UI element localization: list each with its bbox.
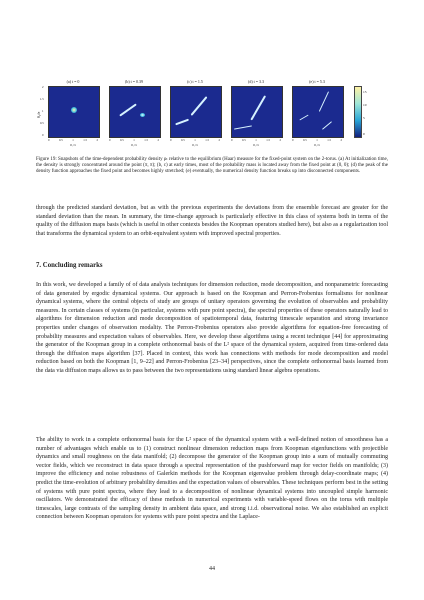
xtick: 1.5	[266, 138, 270, 142]
panel-d-xlabel: θ₁/π	[253, 143, 259, 147]
density-streak	[191, 96, 208, 116]
xtick: 2	[218, 138, 220, 142]
body-paragraph-2: The ability to work in a complete orthonormal basis for the L² space of the dynamical system with a well-defined notion of smoothness has a number of advantages which enable us to (1) construct nonlinear dimension reduction maps from Koopman eigenfunctions with projectible dynamics and small roughness on the data manifold; (2) decompose the generator of the Koopman group into a sum of mutually commuting vector fields, which we reconstruct in data space through a spectral representation of the pushforward map for vector fields on manifolds; (3) improve the efficiency and noise robustness of Galerkin methods for the Koopman eigenvalue problem through delay-coordinate maps; (4) predict the time-evolution of arbitrary probability densities and the expectation values of observables. These techniques perform best in the setting of systems with pure point spectra, where they lead to a decomposition of nonlinear dynamical systems into uncoupled simple harmonic oscillators. We demonstrated the efficacy of these methods in numerical experiments with variable-speed flows on the torus with multiple timescales, large contrasts of the sampling density in ambient data space, and strong i.i.d. observational noise. We also established an explicit connection between Koopman operators for systems with pure point spectra and the Laplace-	[36, 437, 388, 521]
colorbar-tick: 10	[363, 103, 367, 107]
xtick: 1.5	[205, 138, 209, 142]
density-streak	[319, 91, 329, 111]
density-streak	[299, 115, 308, 121]
xtick: 1	[72, 138, 74, 142]
panel-c-title: (c) t = 1.5	[187, 79, 203, 84]
xtick: 0.5	[303, 138, 307, 142]
panel-d	[231, 86, 283, 138]
panel-e-title: (e) t = 5.3	[309, 79, 325, 84]
panel-a-xticks	[48, 138, 98, 142]
density-streak	[119, 103, 137, 116]
panel-c	[170, 86, 222, 138]
xtick: 0	[109, 138, 111, 142]
panel-b	[109, 86, 161, 138]
panel-b-xlabel: θ₁/π	[131, 143, 137, 147]
panel-b-xticks	[109, 138, 159, 142]
xtick: 0.5	[59, 138, 63, 142]
xtick: 0.5	[242, 138, 246, 142]
panel-e-xlabel: θ₁/π	[314, 143, 320, 147]
xtick: 2	[96, 138, 98, 142]
panel-c-xlabel: θ₁/π	[192, 143, 198, 147]
panel-c-xticks	[170, 138, 220, 142]
xtick: 0.5	[181, 138, 185, 142]
ytick: 0	[42, 133, 44, 137]
density-streak	[322, 121, 332, 129]
xtick: 0	[48, 138, 50, 142]
ytick: 0.5	[40, 121, 44, 125]
panel-e	[292, 86, 344, 138]
panel-d-xticks	[231, 138, 281, 142]
xtick: 0	[170, 138, 172, 142]
colorbar-tick: 15	[363, 90, 367, 94]
xtick: 2	[340, 138, 342, 142]
figure-19	[36, 78, 388, 150]
xtick: 1	[133, 138, 135, 142]
density-peak	[140, 113, 145, 117]
y-axis-label: θ₂/π	[36, 111, 41, 118]
panel-a-xlabel: θ₁/π	[70, 143, 76, 147]
xtick: 1.5	[327, 138, 331, 142]
xtick: 0.5	[120, 138, 124, 142]
density-streak	[175, 119, 189, 125]
xtick: 1	[316, 138, 318, 142]
xtick: 1.5	[83, 138, 87, 142]
section-heading: 7. Concluding remarks	[36, 262, 103, 269]
density-streak	[234, 125, 252, 129]
page-number: 44	[209, 566, 215, 572]
xtick: 2	[157, 138, 159, 142]
panel-a-title: (a) t = 0	[66, 79, 80, 84]
colorbar-tick: 5	[363, 116, 365, 120]
colorbar-tick: 0	[363, 132, 365, 136]
density-peak	[71, 107, 77, 113]
body-paragraph-1: In this work, we developed a family of of data analysis techniques for dimension reduction, mode decomposition, and nonparametric forecasting of data generated by ergodic dynamical systems. Our approach is based on the Koopman and Perron-Frobenius formalisms for nonlinear dynamical systems, where the central objects of study are groups of unitary operators governing the evolution of observables and probability measures. In certain classes of systems (in particular, systems with pure point spectra), the spectral properties of these operators naturally lead to algorithms for dimension reduction and mode decomposition of spatiotemporal data, featuring timescale separation and strong invariance properties under changes of observation modality. The Perron-Frobenius operators also provide algorithms for equation-free forecasting of probability measures and expectation values of observables. Here, we develop these algorithms using a recent technique [44] for approximating the generator of the Koopman group in a complete orthonormal basis of the L² space of the dynamical system, acquired from time-ordered data through the diffusion maps algorithm [37]. Placed in context, this work has connections with methods for mode decomposition and model reduction based on both the Koopman [1, 9–22] and Perron-Frobenius [23–34] perspectives, since the complete orthonormal basis learned from the data via diffusion maps allows us to pass between the two representations using standard linear algebra operations.	[36, 282, 388, 374]
xtick: 1.5	[144, 138, 148, 142]
colorbar	[354, 86, 362, 138]
xtick: 1	[194, 138, 196, 142]
panel-d-title: (d) t = 3.3	[247, 79, 265, 84]
panel-a	[48, 86, 100, 138]
density-streak	[250, 95, 265, 120]
xtick: 0	[292, 138, 294, 142]
ytick: 1	[42, 109, 44, 113]
ytick: 1.5	[40, 97, 44, 101]
ytick: 2	[42, 85, 44, 89]
body-paragraph-intro: through the predicted standard deviation, but as with the previous experiments the deviations from the ensemble forecast are greater for the standard deviation than the mean. In summary, the time-change approach is particularly effective in this class of systems both in terms of the quality of the diffusion maps basis (which is useful in other contexts besides the Koopman operators studied here), but also as a regularization tool that transforms the dynamical system to an orbit-equivalent system with improved spectral properties.	[36, 205, 388, 237]
panel-e-xticks	[292, 138, 342, 142]
panel-b-title: (b) t = 0.39	[124, 79, 144, 84]
xtick: 1	[255, 138, 257, 142]
figure-caption: Figure 19: Snapshots of the time-dependent probability density ρₜ relative to the equilibrium (Haar) measure for the fixed-point system on the 2-torus. (a) At initialization time, the density is strongly concentrated around the point (π, π); (b, c) at early times, most of the probability mass is located away from the fixed point at (0, 0); (d) the peak of the density function approaches the fixed point and becomes highly stretched; (e) eventually, the numerical density function breaks up into disconnected components.	[36, 157, 388, 175]
xtick: 0	[231, 138, 233, 142]
xtick: 2	[279, 138, 281, 142]
